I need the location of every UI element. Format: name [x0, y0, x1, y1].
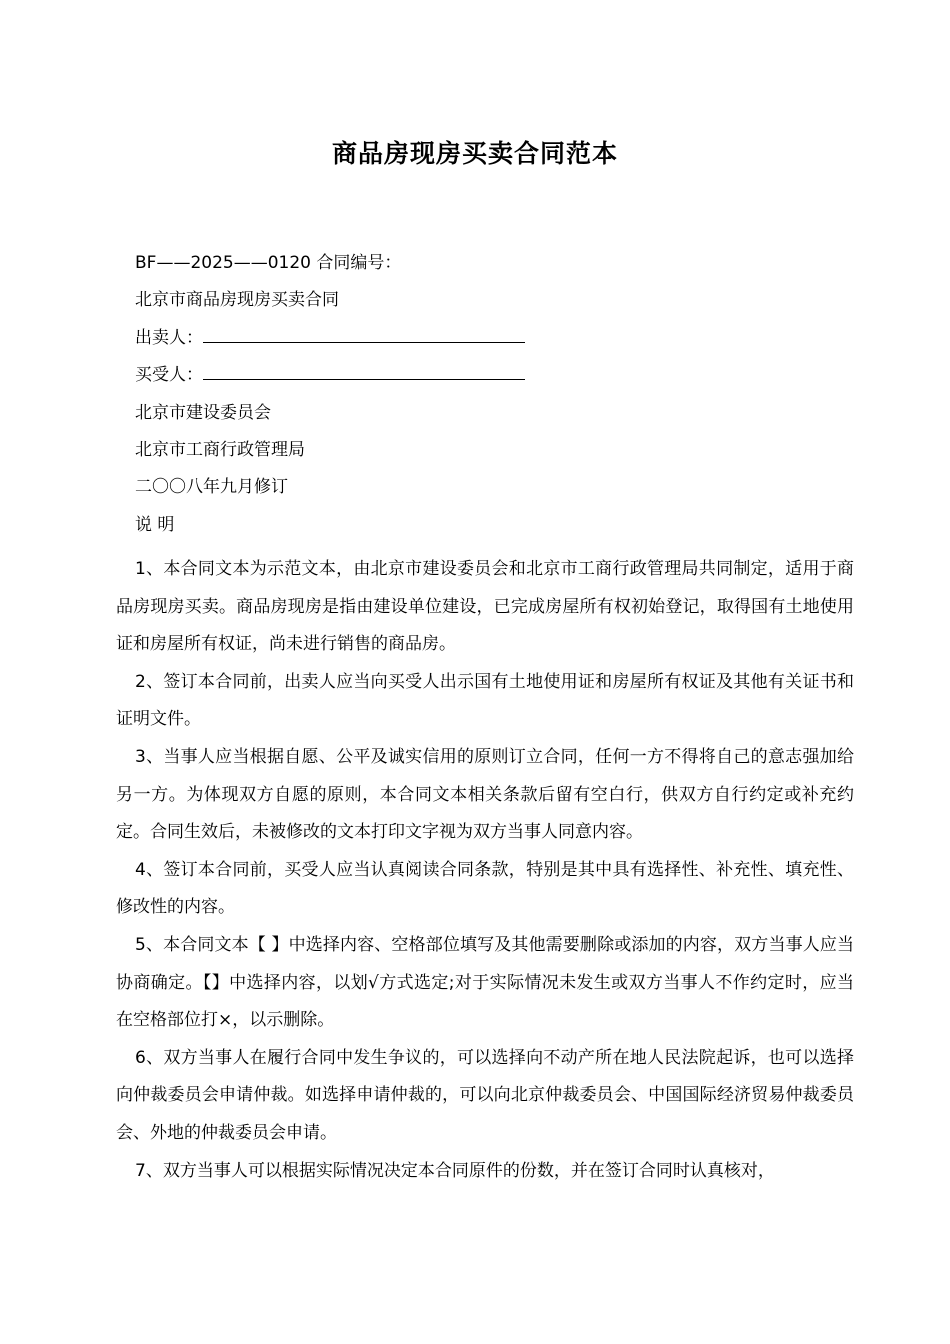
issuer-construction-committee: 北京市建设委员会: [135, 402, 271, 423]
document-title: 商品房现房买卖合同范本: [331, 139, 618, 168]
note-paragraph-1: 1、本合同文本为示范文本，由北京市建设委员会和北京市工商行政管理局共同制定，适用于商品房现房买卖。商品房现房是指由建设单位建设，已完成房屋所有权初始登记，取得国有土地使用证和房屋所有权证，尚未进行销售的商品房。: [116, 559, 854, 655]
note-paragraph-3: 3、当事人应当根据自愿、公平及诚实信用的原则订立合同，任何一方不得将自己的意志强加给另一方。为体现双方自愿的原则，本合同文本相关条款后留有空白行，供双方自行约定或补充约定。合同生效后，未被修改的文本打印文字视为双方当事人同意内容。: [116, 746, 854, 843]
note-paragraph-6: 6、双方当事人在履行合同中发生争议的，可以选择向不动产所在地人民法院起诉，也可以选择向仲裁委员会申请仲裁。如选择申请仲裁的，可以向北京仲裁委员会、中国国际经济贸易仲裁委员会、外地的仲裁委员会申请。: [116, 1047, 854, 1143]
contract-name: 北京市商品房现房买卖合同: [135, 290, 339, 311]
buyer-blank-field: [203, 364, 525, 380]
notes-heading: 说 明: [135, 514, 175, 535]
seller-line: [135, 327, 855, 364]
seller-label: 出卖人：: [135, 327, 203, 348]
note-paragraph-7: 7、双方当事人可以根据实际情况决定本合同原件的份数，并在签订合同时认真核对，: [135, 1160, 775, 1181]
contract-header: [135, 252, 855, 551]
buyer-line: [135, 364, 855, 401]
issuer-industry-commerce-bureau: 北京市工商行政管理局: [135, 439, 305, 460]
contract-number-line: BF——2025——0120 合同编号：: [135, 253, 402, 273]
notes-body: [116, 551, 854, 1190]
seller-blank-field: [203, 327, 525, 343]
note-paragraph-5: 5、本合同文本【 】中选择内容、空格部位填写及其他需要删除或添加的内容，双方当事人应当协商确定。【】中选择内容，以划√方式选定;对于实际情况未发生或双方当事人不作约定时，应当在空格部位打×，以示删除。: [116, 934, 854, 1031]
note-paragraph-2: 2、签订本合同前，出卖人应当向买受人出示国有土地使用证和房屋所有权证及其他有关证书和证明文件。: [116, 671, 854, 730]
note-paragraph-4: 4、签订本合同前，买受人应当认真阅读合同条款，特别是其中具有选择性、补充性、填充性、修改性的内容。: [116, 859, 854, 918]
revision-date: 二〇〇八年九月修订: [135, 477, 288, 498]
buyer-label: 买受人：: [135, 365, 203, 386]
